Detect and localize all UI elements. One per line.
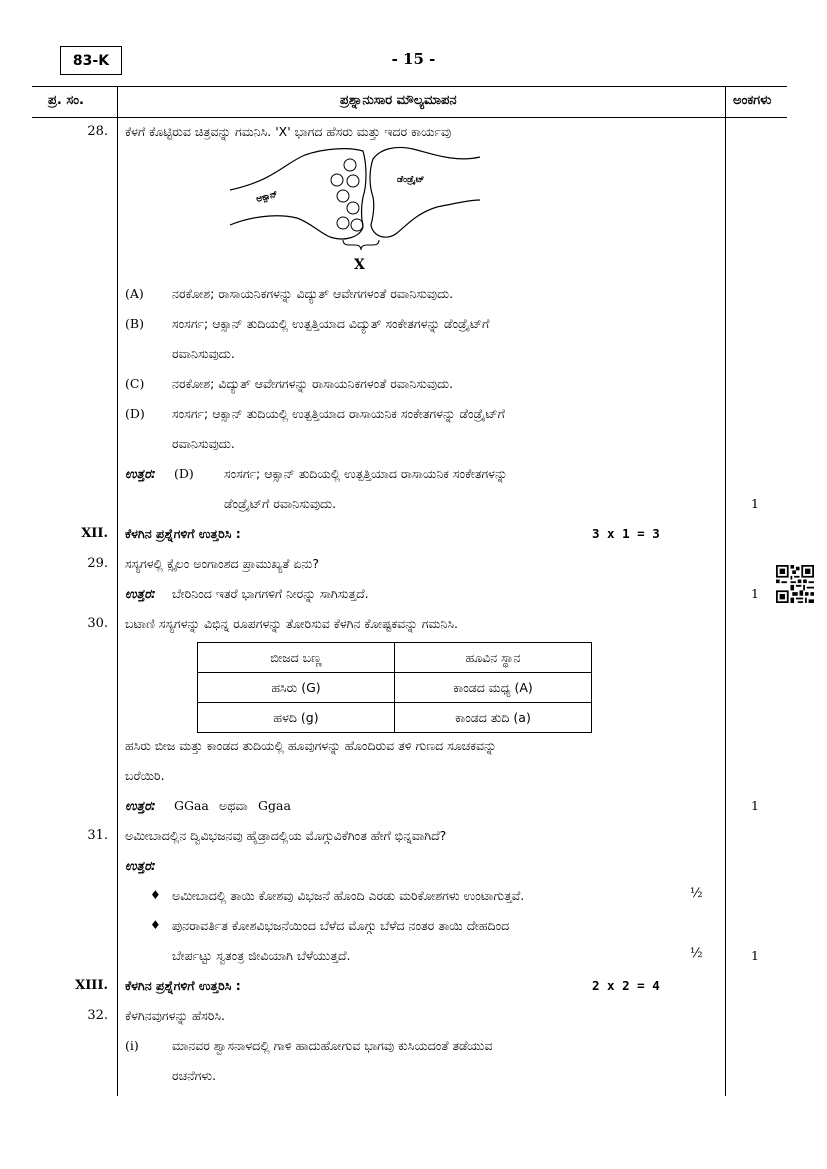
question-number: 32. — [87, 1008, 108, 1023]
answer-option: (D) — [174, 466, 194, 481]
column-divider-left — [117, 86, 118, 1096]
question-text: ಬಟಾಣಿ ಸಸ್ಯಗಳನ್ನು ವಿಭಿನ್ನ ರೂಪಗಳನ್ನು ತೋರಿಸುವ ಕೆಳಗಿನ ಕೋಷ್ಟಕವನ್ನು ಗಮನಿಸಿ. — [125, 616, 458, 631]
section-title: ಕೆಳಗಿನ ಪ್ರಶ್ನೆಗಳಿಗೆ ಉತ್ತರಿಸಿ : — [125, 978, 241, 993]
option-text: ಸಂಸರ್ಗ; ಆಕ್ಸಾನ್ ತುದಿಯಲ್ಲಿ ಉತ್ಪತ್ತಿಯಾದ ರಾಸಾಯನಿಕ ಸಂಕೇತಗಳನ್ನು ಡೆಂಡ್ರೈಟ್‌ಗೆ — [172, 406, 505, 421]
answer-text-cont: ಡೆಂಡ್ರೈಟ್‌ಗೆ ರವಾನಿಸುವುದು. — [224, 496, 337, 511]
answer-or: ಅಥವಾ — [219, 798, 248, 813]
table-cell: ಕಾಂಡದ ಮಧ್ಯ (A) — [395, 673, 592, 703]
option-label: (D) — [125, 406, 145, 421]
half-mark: ½ — [690, 886, 703, 901]
table-cell: ಹಸಿರು (G) — [198, 673, 395, 703]
marks-value: 1 — [751, 948, 759, 963]
paper-code-box: 83-K — [60, 46, 122, 75]
marks-value: 1 — [751, 798, 759, 813]
option-text-cont: ರವಾನಿಸುವುದು. — [172, 436, 235, 451]
option-label: (A) — [125, 286, 144, 301]
table-header-cell: ಬೀಜದ ಬಣ್ಣ — [198, 643, 395, 673]
option-label: (B) — [125, 316, 144, 331]
marks-value: 1 — [751, 586, 759, 601]
section-marks: 3 x 1 = 3 — [592, 526, 660, 541]
question-instruction-cont: ಬರೆಯಿರಿ. — [125, 768, 165, 783]
synapse-diagram — [225, 145, 485, 275]
question-number: 28. — [87, 124, 108, 139]
question-instruction: ಹಸಿರು ಬೀಜ ಮತ್ತು ಕಾಂಡದ ತುದಿಯಲ್ಲಿ ಹೂವುಗಳನ್ನು ಹೊಂದಿರುವ ತಳಿ ಗುಣದ ಸೂಚಕವನ್ನು — [125, 738, 497, 753]
question-number: 30. — [87, 616, 108, 631]
answer-label: ಉತ್ತರ: — [125, 466, 156, 481]
section-number: XII. — [81, 526, 108, 541]
sub-question-text-cont: ರಚನೆಗಳು. — [172, 1068, 217, 1083]
dendrite-label: ಡೆಂಡ್ರೈಟ್ — [397, 175, 425, 185]
question-number: 31. — [87, 828, 108, 843]
diamond-bullet-icon: ♦ — [150, 888, 161, 902]
marks-value: 1 — [751, 496, 759, 511]
table-header-row — [198, 643, 592, 673]
answer-text: ಬೇರಿನಿಂದ ಇತರೆ ಭಾಗಗಳಿಗೆ ನೀರನ್ನು ಸಾಗಿಸುತ್ತದೆ. — [172, 586, 369, 601]
x-label: X — [354, 257, 365, 273]
table-cell: ಹಳದಿ (g) — [198, 703, 395, 733]
col-header-qno: ಪ್ರ. ಸಂ. — [48, 93, 84, 108]
sub-question-text: ಮಾನವರ ಶ್ವಾಸನಾಳದಲ್ಲಿ ಗಾಳಿ ಹಾದುಹೋಗುವ ಭಾಗವು ಕುಸಿಯದಂತೆ ತಡೆಯುವ — [172, 1038, 493, 1053]
section-number: XIII. — [75, 978, 108, 993]
table-cell: ಕಾಂಡದ ತುದಿ (a) — [395, 703, 592, 733]
answer-point: ಪುನರಾವರ್ತಿತ ಕೋಶವಿಭಜನೆಯಿಂದ ಬೆಳೆದ ಮೊಗ್ಗು ಬೆಳೆದ ನಂತರ ತಾಯಿ ದೇಹದಿಂದ — [172, 918, 510, 933]
pea-traits-table — [197, 642, 592, 733]
question-number: 29. — [87, 556, 108, 571]
answer-label: ಉತ್ತರ: — [125, 798, 156, 813]
answer-label: ಉತ್ತರ: — [125, 586, 156, 601]
col-header-main: ಪ್ರಶ್ನಾನುಸಾರ ಮೌಲ್ಯಮಾಪನ — [340, 93, 457, 108]
page-number: - 15 - — [391, 50, 436, 68]
option-label: (C) — [125, 376, 145, 391]
section-title: ಕೆಳಗಿನ ಪ್ರಶ್ನೆಗಳಿಗೆ ಉತ್ತರಿಸಿ : — [125, 526, 241, 541]
option-text: ನರಕೋಶ; ರಾಸಾಯನಿಕಗಳನ್ನು ವಿದ್ಯುತ್ ಆವೇಗಗಳಂತೆ ರವಾನಿಸುವುದು. — [172, 286, 454, 301]
answer-text: ಸಂಸರ್ಗ; ಆಕ್ಸಾನ್ ತುದಿಯಲ್ಲಿ ಉತ್ಪತ್ತಿಯಾದ ರಾಸಾಯನಿಕ ಸಂಕೇತಗಳನ್ನು — [224, 466, 508, 481]
option-text: ನರಕೋಶ; ವಿದ್ಯುತ್ ಆವೇಗಗಳನ್ನು ರಾಸಾಯನಿಕಗಳಂತೆ ರವಾನಿಸುವುದು. — [172, 376, 454, 391]
answer-point-cont: ಬೇರ್ಪಟ್ಟು ಸ್ವತಂತ್ರ ಜೀವಿಯಾಗಿ ಬೆಳೆಯುತ್ತದೆ. — [172, 948, 351, 963]
diamond-bullet-icon: ♦ — [150, 918, 161, 932]
half-mark: ½ — [690, 946, 703, 961]
column-divider-right — [725, 86, 726, 1096]
axon-label: ಆಕ್ಸಾನ್ — [255, 189, 279, 205]
question-text: ಕೆಳಗಿನವುಗಳನ್ನು ಹೆಸರಿಸಿ. — [125, 1008, 226, 1023]
option-text: ಸಂಸರ್ಗ; ಆಕ್ಸಾನ್ ತುದಿಯಲ್ಲಿ ಉತ್ಪತ್ತಿಯಾದ ವಿದ್ಯುತ್ ಸಂಕೇತಗಳನ್ನು ಡೆಂಡ್ರೈಟ್‌ಗೆ — [172, 316, 490, 331]
question-text: ಕೆಳಗೆ ಕೊಟ್ಟಿರುವ ಚಿತ್ರವನ್ನು ಗಮನಿಸಿ. 'X' ಭಾಗದ ಹೆಸರು ಮತ್ತು ಇದರ ಕಾರ್ಯವು — [125, 124, 452, 139]
sub-question-label: (i) — [125, 1038, 139, 1053]
table-row — [198, 673, 592, 703]
answer-point: ಅಮೀಬಾದಲ್ಲಿ ತಾಯಿ ಕೋಶವು ವಿಭಜನೆ ಹೊಂದಿ ಎರಡು ಮರಿಕೋಶಗಳು ಉಂಟಾಗುತ್ತವೆ. — [172, 888, 525, 903]
option-text-cont: ರವಾನಿಸುವುದು. — [172, 346, 235, 361]
col-header-marks: ಅಂಕಗಳು — [733, 93, 772, 108]
genotype-answer-b: Ggaa — [258, 798, 291, 813]
table-header-border — [32, 117, 787, 118]
genotype-answer-a: GGaa — [174, 798, 209, 813]
table-row — [198, 703, 592, 733]
section-marks: 2 x 2 = 4 — [592, 978, 660, 993]
question-text: ಅಮೀಬಾದಲ್ಲಿನ ದ್ವಿವಿಭಜನವು ಹೈಡ್ರಾದಲ್ಲಿಯ ಮೊಗ್ಗುವಿಕೆಗಿಂತ ಹೇಗೆ ಭಿನ್ನವಾಗಿದೆ? — [125, 828, 447, 843]
question-text: ಸಸ್ಯಗಳಲ್ಲಿ ಕ್ಸೈಲಂ ಅಂಗಾಂಶದ ಪ್ರಾಮುಖ್ಯತೆ ಏನು? — [125, 556, 319, 571]
table-top-border — [32, 86, 787, 87]
answer-label: ಉತ್ತರ: — [125, 858, 156, 873]
qr-code-icon — [776, 565, 814, 603]
table-header-cell: ಹೂವಿನ ಸ್ಥಾನ — [395, 643, 592, 673]
